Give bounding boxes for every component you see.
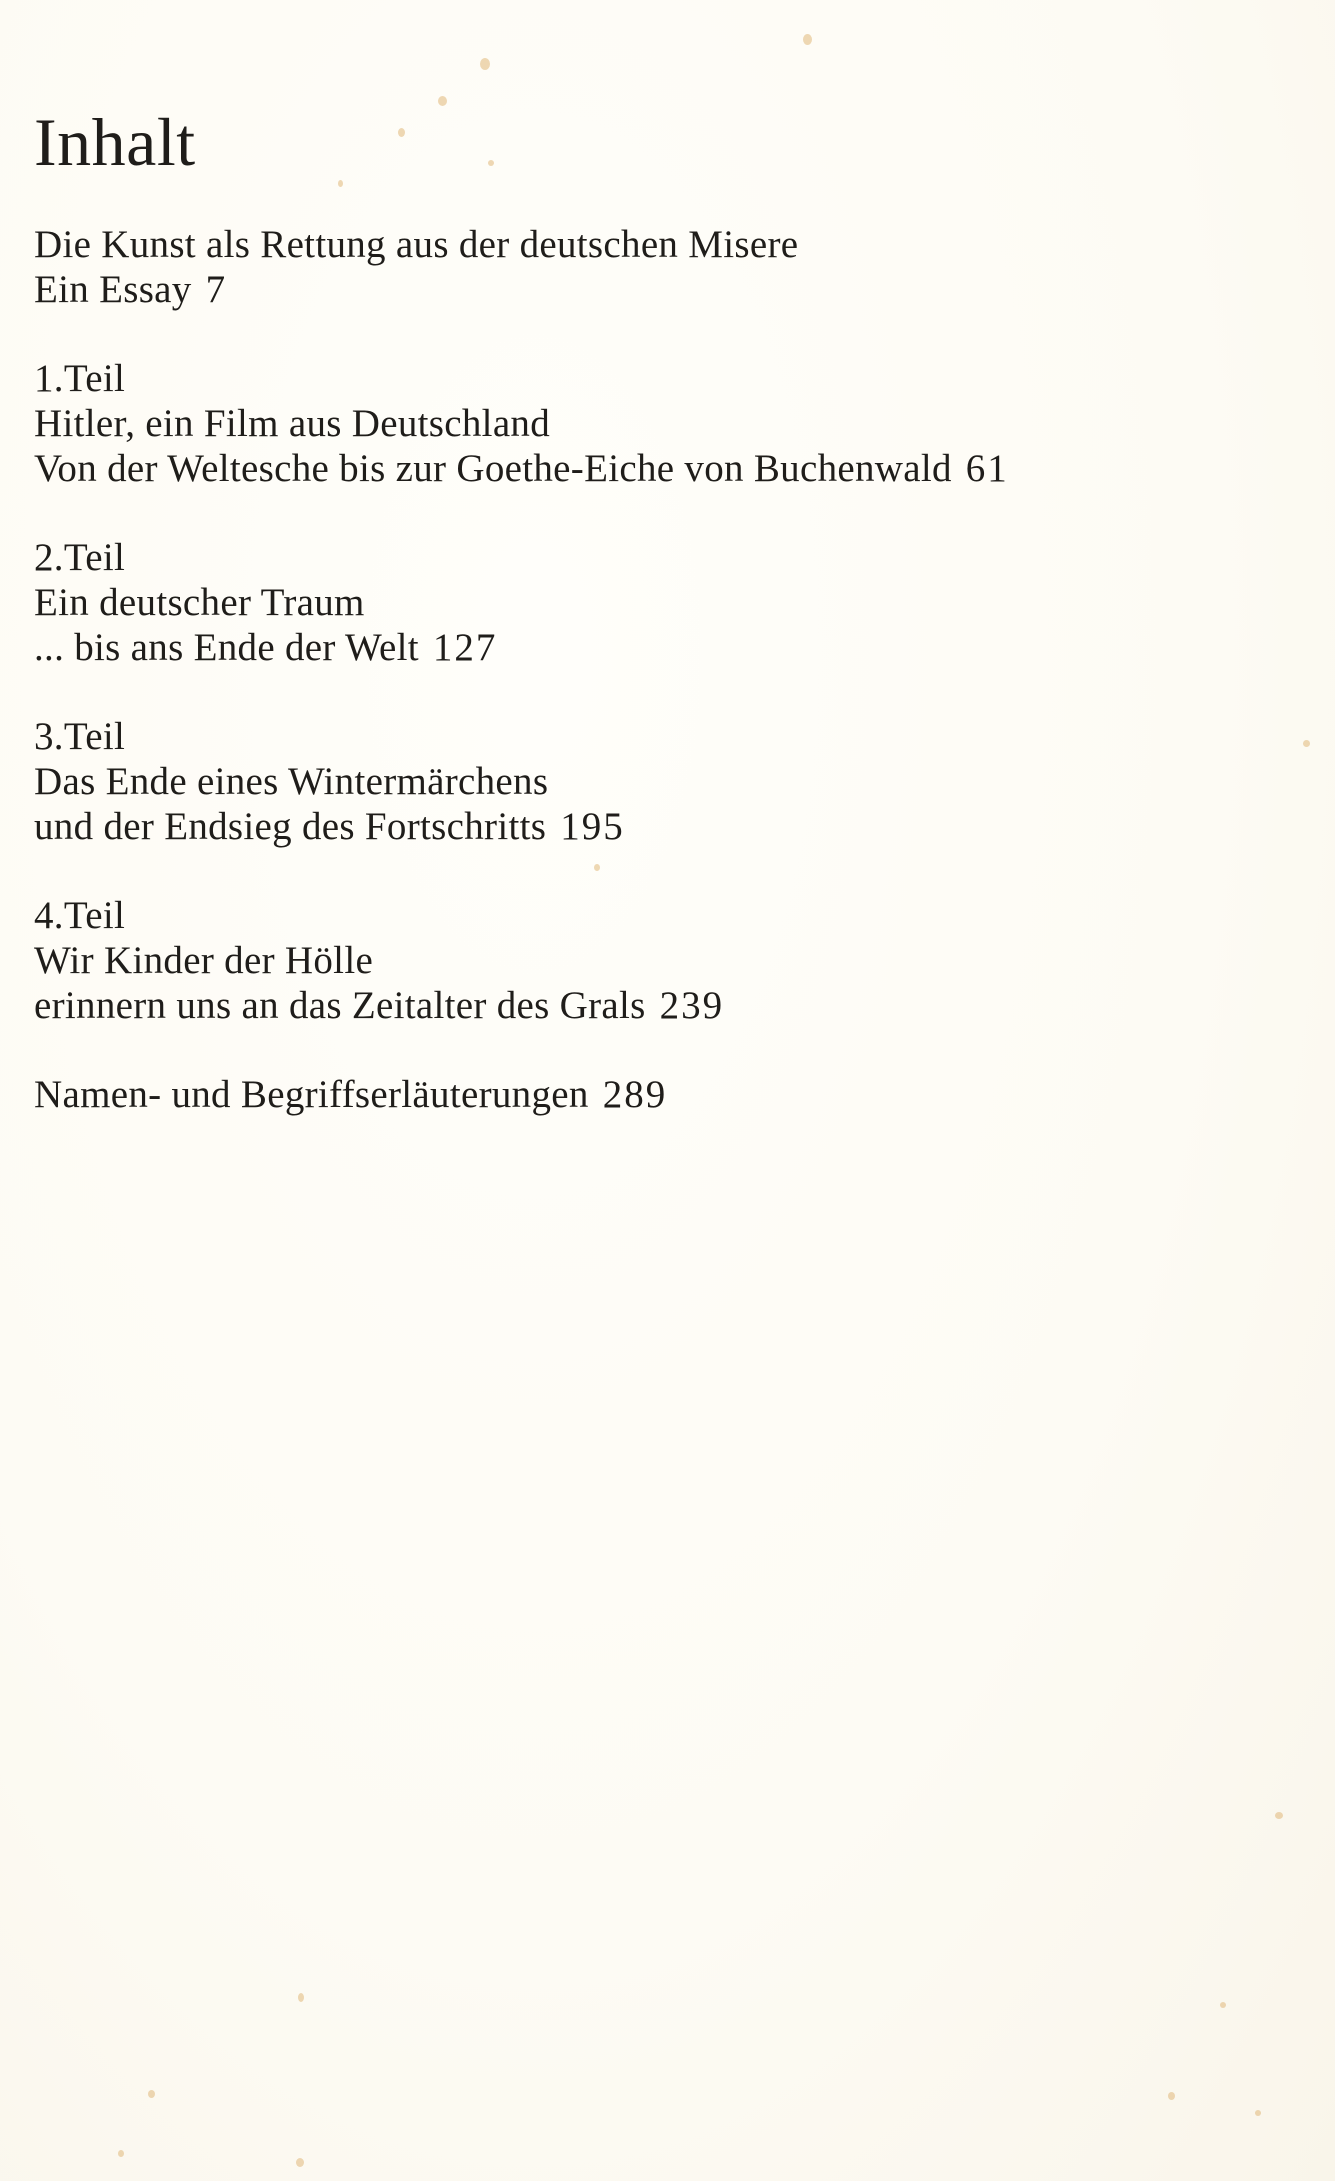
toc-entry-subtitle: [34, 804, 1254, 849]
toc-entry-part-2: [34, 535, 1254, 670]
foxing-spot: [398, 128, 405, 137]
toc-entry-title-text: Namen- und Begriffserläuterungen: [34, 1073, 589, 1116]
toc-page-number: 289: [602, 1073, 668, 1116]
toc-part-label: 3.Teil: [34, 715, 126, 758]
foxing-spot: [438, 96, 447, 106]
toc-entry-title: [34, 1072, 1254, 1117]
foxing-spot: [1255, 2110, 1261, 2116]
toc-entry-title: Ein deutscher Traum: [34, 581, 365, 624]
toc-entry-subtitle: [34, 625, 1254, 670]
toc-entry-part-1: [34, 356, 1254, 491]
foxing-spot: [1303, 740, 1310, 747]
toc-entry-subtitle-text: Von der Weltesche bis zur Goethe-Eiche von Buchenwald: [34, 447, 952, 490]
foxing-spot: [480, 58, 490, 70]
foxing-spot: [296, 2158, 304, 2167]
toc-entry-title: Hitler, ein Film aus Deutschland: [34, 402, 551, 445]
toc-entry-glossary: [34, 1072, 1254, 1117]
toc-entry-part-4: [34, 893, 1254, 1028]
foxing-spot: [338, 180, 343, 187]
toc-entry-part-3: [34, 714, 1254, 849]
toc-part-label: 1.Teil: [34, 357, 126, 400]
toc-page-number: 7: [205, 268, 228, 311]
foxing-spot: [298, 1993, 304, 2002]
toc-entry-subtitle: [34, 446, 1254, 491]
toc-entry-subtitle: [34, 983, 1254, 1028]
toc-page-number: 195: [560, 805, 625, 848]
toc-entry-essay: [34, 222, 1254, 312]
toc-page-number: 61: [965, 447, 1009, 490]
toc-entry-title: Die Kunst als Rettung aus der deutschen Misere: [34, 223, 799, 266]
toc-entry-subtitle-text: ... bis ans Ende der Welt: [34, 626, 419, 669]
toc-entry-subtitle: [34, 267, 1254, 312]
foxing-spot: [803, 34, 812, 45]
toc-entry-title: Das Ende eines Wintermärchens: [34, 760, 549, 803]
table-of-contents: [34, 222, 1254, 1161]
foxing-spot: [488, 160, 494, 166]
foxing-spot: [1275, 1812, 1283, 1819]
toc-entry-subtitle-text: erinnern uns an das Zeitalter des Grals: [34, 984, 646, 1027]
toc-page-number: 239: [659, 984, 725, 1027]
toc-entry-subtitle-text: Ein Essay: [34, 268, 192, 311]
foxing-spot: [148, 2090, 155, 2098]
toc-page-number: 127: [432, 626, 498, 669]
toc-entry-title: Wir Kinder der Hölle: [34, 939, 374, 982]
toc-part-label: 4.Teil: [34, 894, 126, 937]
foxing-spot: [1220, 2002, 1226, 2008]
page-title: Inhalt: [34, 104, 196, 180]
foxing-spot: [1168, 2092, 1175, 2100]
foxing-spot: [118, 2150, 124, 2157]
toc-entry-subtitle-text: und der Endsieg des Fortschritts: [34, 805, 547, 848]
toc-part-label: 2.Teil: [34, 536, 126, 579]
